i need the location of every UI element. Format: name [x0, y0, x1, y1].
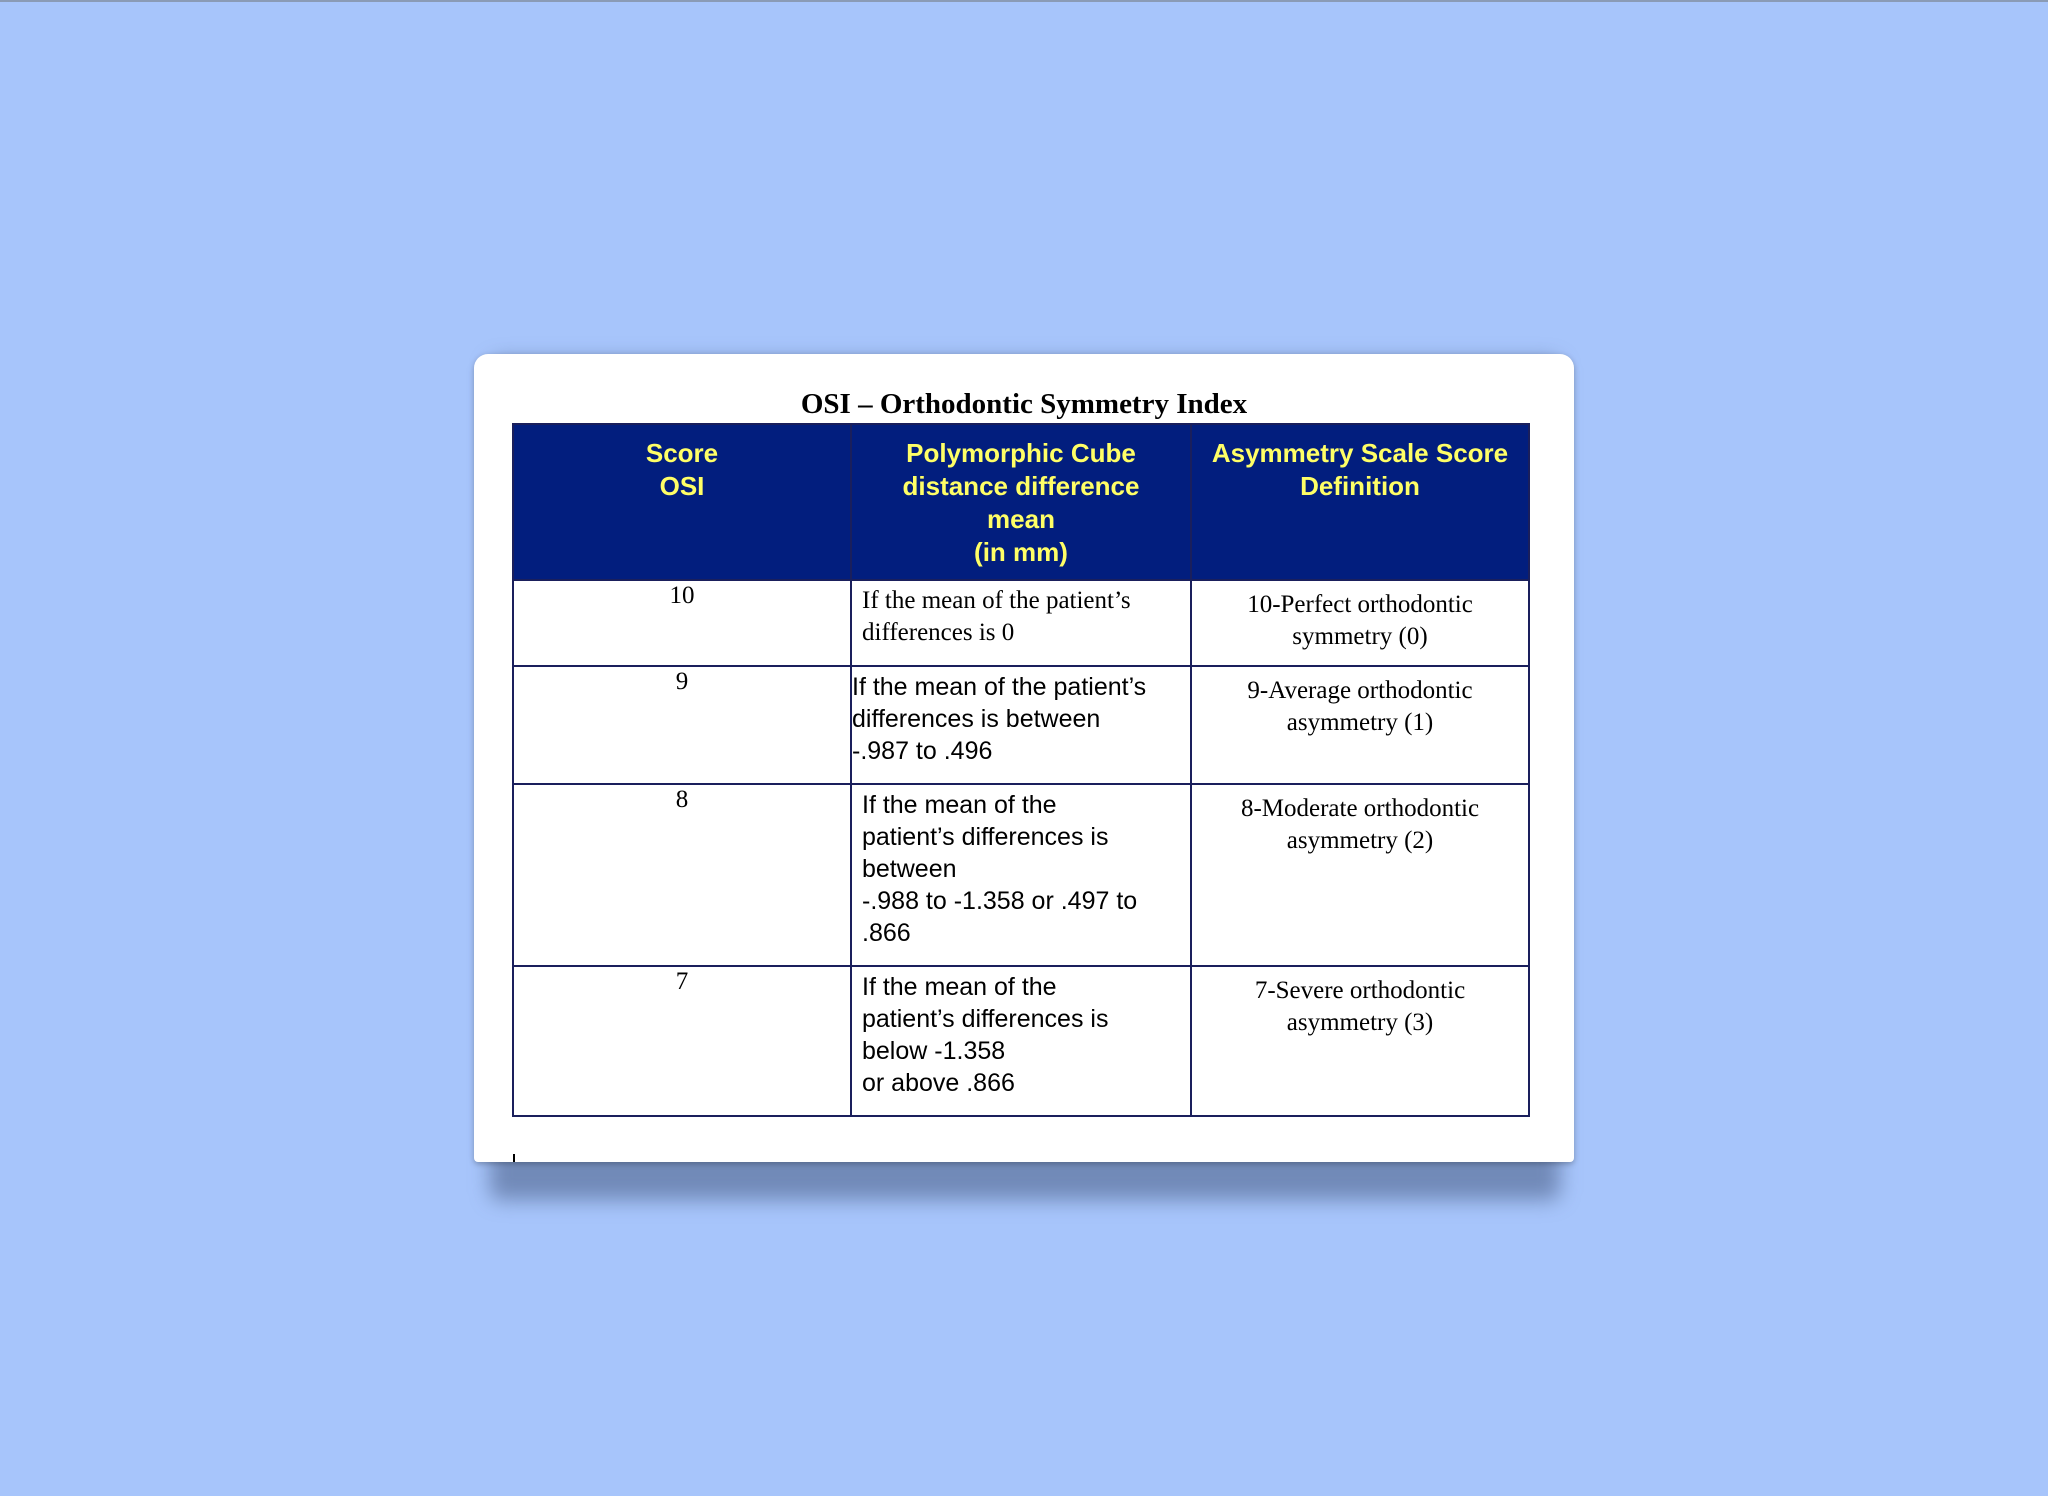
document-card: [474, 354, 1574, 1162]
definition-cell: 7-Severe orthodontic asymmetry (3): [1191, 966, 1529, 1116]
score-cell: 8: [513, 784, 851, 966]
mean-cell: If the mean of the patient’s differences is between -.987 to .496: [851, 666, 1191, 784]
score-cell: 10: [513, 580, 851, 666]
mean-cell: If the mean of the patient’s differences is 0: [851, 580, 1191, 666]
score-cell: 9: [513, 666, 851, 784]
header-asymmetry-definition: Asymmetry Scale Score Definition: [1191, 424, 1529, 580]
header-score-osi: Score OSI: [513, 424, 851, 580]
table-row: [513, 966, 1529, 1116]
table-row: [513, 784, 1529, 966]
top-border-line: [0, 0, 2048, 2]
mean-cell: If the mean of the patient’s differences is below -1.358 or above .866: [851, 966, 1191, 1116]
score-cell: 7: [513, 966, 851, 1116]
definition-cell: 10-Perfect orthodontic symmetry (0): [1191, 580, 1529, 666]
text-cursor-mark: [513, 1154, 515, 1162]
definition-cell: 8-Moderate orthodontic asymmetry (2): [1191, 784, 1529, 966]
document-title: OSI – Orthodontic Symmetry Index: [800, 388, 1248, 420]
definition-cell: 9-Average orthodontic asymmetry (1): [1191, 666, 1529, 784]
table-row: [513, 666, 1529, 784]
header-cube-distance-mean: Polymorphic Cube distance difference mean (in mm): [851, 424, 1191, 580]
mean-cell: If the mean of the patient’s differences is between -.988 to -1.358 or .497 to .866: [851, 784, 1191, 966]
osi-table: [512, 423, 1530, 1117]
table-row: [513, 580, 1529, 666]
table-header-row: [513, 424, 1529, 580]
